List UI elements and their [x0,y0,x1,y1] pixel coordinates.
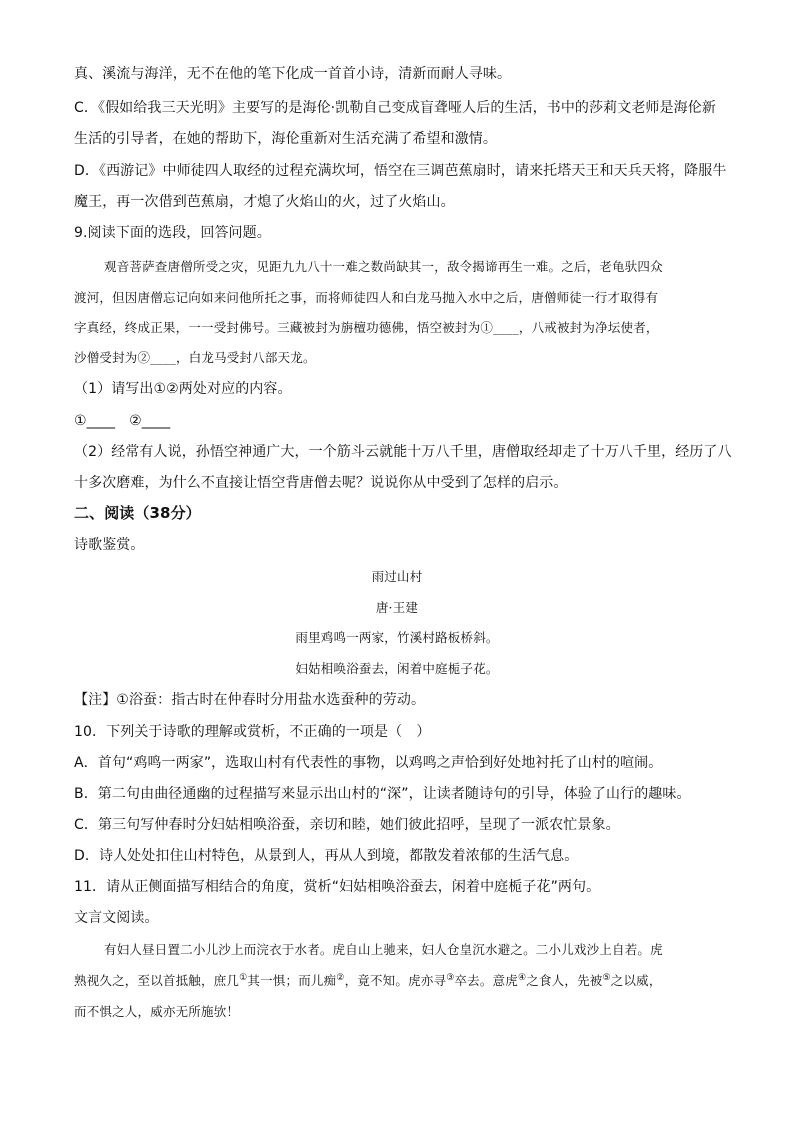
option-b-continuation: 真、溪流与海洋，无不在他的笔下化成一首首小诗，清新而耐人寻味。 [74,66,512,82]
poem-title: 雨过山村 [371,569,423,584]
question-10-option-b: B．第二句由曲径通幽的过程描写来显示出山村的“深”，让读者随诗句的引导，体验了山行的趣味。 [74,786,691,802]
question-10-option-c: C．第三句写仲春时分妇姑相唤浴蚕，亲切和睦，她们彼此招呼，呈现了一派农忙景象。 [74,817,620,833]
classical-text-line-1: 有妇人昼日置二小儿沙上而浣衣于水者。虎自山上驰来，妇人仓皇沉水避之。二小儿戏沙上自若。虎 [104,942,663,957]
excerpt-line-4: 沙僧受封为②____，白龙马受封八部天龙。 [74,350,316,365]
section-heading: 二、阅读（38分） [74,504,201,522]
question-9-title: 9.阅读下面的选段，回答问题。 [74,225,271,241]
footnote-mark: ② [336,972,345,983]
question-9-part-2-line-1: （2）经常有人说，孙悟空神通广大，一个筋斗云就能十万八千里，唐僧取经却走了十万八千里，经历了八 [74,444,732,460]
classical-text-segment: 其一惧；而儿痴 [247,973,337,988]
excerpt-line-3: 字真经，终成正果，一一受封佛号。三藏被封为旃檀功德佛，悟空被封为①____，八戒被封为净坛使者， [74,320,659,335]
poem-author: 唐·王建 [375,600,419,615]
footnote-mark: ⑤ [602,972,611,983]
poem-line-2: 妇姑相唤浴蚕去，闲着中庭栀子花。 [295,661,499,676]
classical-text-segment: 之食人，先被 [526,973,603,988]
option-c-line-1: C．《假如给我三天光明》主要写的是海伦·凯勒自己变成盲聋哑人后的生活，书中的莎莉文老师是海伦新 [74,100,716,116]
footnote-mark: ① [239,972,248,983]
classical-text-segment: 熟视久之，至以首抵触，庶几 [74,973,240,988]
option-d-line-1: D．《西游记》中师徒四人取经的过程充满坎坷，悟空在三调芭蕉扇时，请来托塔天王和天兵天将，降服牛 [74,163,727,179]
question-10-option-a: A．首句“鸡鸣一两家”，选取山村有代表性的事物，以鸡鸣之声恰到好处地衬托了山村的喧闹。 [74,755,663,771]
classical-text-segment: 之以威， [610,973,662,988]
poem-line-1: 雨里鸡鸣一两家，竹溪村路板桥斜。 [295,630,499,645]
classical-text-segment: 卒去。意虎 [454,973,518,988]
classical-text-segment: ，竟不知。虎亦寻 [344,973,447,988]
question-9-part-1: （1）请写出①②两处对应的内容。 [74,381,292,397]
classical-text-line-2 [74,971,734,991]
footnote-mark: ④ [517,972,527,983]
question-10-option-d: D．诗人处处扣住山村特色，从景到人，再从人到境，都散发着浓郁的生活气息。 [74,848,579,864]
poem-note: 【注】①浴蚕：指古时在仲春时分用盐水选蚕种的劳动。 [74,692,426,708]
answer-blanks: ①____ ②____ [74,413,171,429]
option-d-line-2: 魔王，再一次借到芭蕉扇，才熄了火焰山的火，过了火焰山。 [74,194,455,210]
excerpt-line-2: 渡河，但因唐僧忘记向如来问他所托之事，而将师徒四人和白龙马抛入水中之后，唐僧师徒一行才取得有 [74,290,659,305]
question-10-title: 10．下列关于诗歌的理解或赏析，不正确的一项是（ ） [74,724,431,740]
question-11: 11．请从正侧面描写相结合的角度，赏析“妇姑相唤浴蚕去，闲着中庭栀子花”两句。 [74,879,601,895]
option-c-line-2: 生活的引导者，在她的帮助下，海伦重新对生活充满了希望和激情。 [74,131,497,147]
question-9-part-2-line-2: 十多次磨难，为什么不直接让悟空背唐僧去呢？说说你从中受到了怎样的启示。 [74,475,568,491]
classical-text-line-3: 而不惧之人，威亦无所施欤！ [74,1004,240,1019]
classical-reading-label: 文言文阅读。 [74,910,159,926]
footnote-mark: ③ [446,972,455,983]
excerpt-line-1: 观音菩萨查唐僧所受之灾，见距九九八十一难之数尚缺其一，敌令揭谛再生一难。之后，老龟驮四众 [104,259,663,274]
poetry-label: 诗歌鉴赏。 [74,537,145,553]
